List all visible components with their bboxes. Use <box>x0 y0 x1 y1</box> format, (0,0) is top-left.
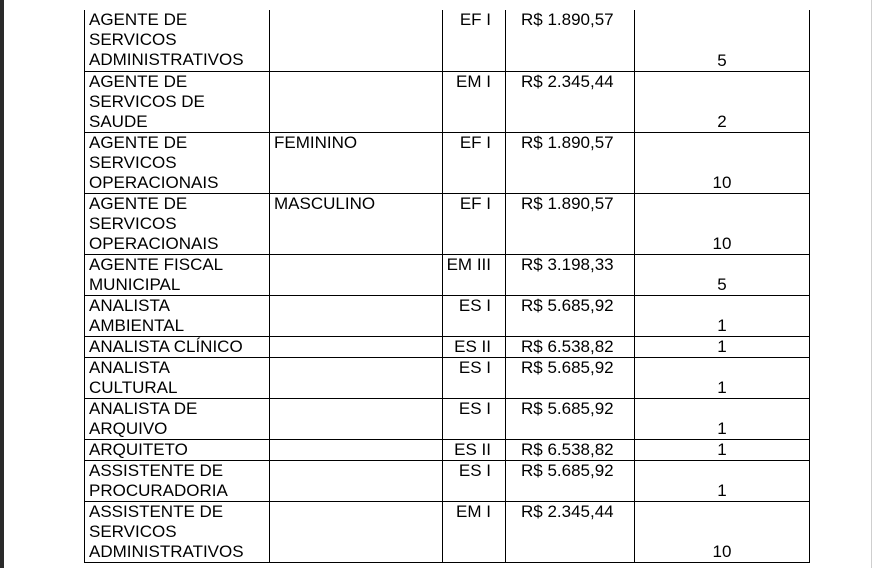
vacancies-cell: 5 <box>635 254 810 295</box>
vacancies-cell: 1 <box>635 439 810 460</box>
table-row <box>85 132 810 193</box>
sex-cell <box>270 501 443 562</box>
level-cell: EF I <box>443 132 506 193</box>
vacancies-cell: 2 <box>635 71 810 132</box>
vacancies-cell: 1 <box>635 460 810 501</box>
salary-cell: R$ 6.538,82 <box>506 439 635 460</box>
table-row <box>85 193 810 254</box>
sex-cell <box>270 439 443 460</box>
salary-cell: R$ 5.685,92 <box>506 295 635 336</box>
sex-cell <box>270 460 443 501</box>
vacancies-cell: 10 <box>635 132 810 193</box>
page-left-edge <box>0 0 4 568</box>
cargo-cell: AGENTE FISCAL MUNICIPAL <box>85 254 270 295</box>
cargo-cell: ASSISTENTE DE SERVICOS ADMINISTRATIVOS <box>85 501 270 562</box>
table-row <box>85 439 810 460</box>
sex-cell <box>270 336 443 357</box>
vacancies-cell: 10 <box>635 193 810 254</box>
vacancies-cell: 1 <box>635 295 810 336</box>
table-row <box>85 10 810 71</box>
vacancies-cell: 5 <box>635 10 810 71</box>
table-row <box>85 71 810 132</box>
level-cell: EM I <box>443 71 506 132</box>
vacancies-cell: 1 <box>635 357 810 398</box>
cargo-cell: AGENTE DE SERVICOS OPERACIONAIS <box>85 132 270 193</box>
salary-cell: R$ 3.198,33 <box>506 254 635 295</box>
table-row <box>85 254 810 295</box>
salary-cell: R$ 5.685,92 <box>506 460 635 501</box>
cargo-cell: ASSISTENTE DE PROCURADORIA <box>85 460 270 501</box>
cargo-cell: ANALISTA AMBIENTAL <box>85 295 270 336</box>
salary-cell: R$ 6.538,82 <box>506 336 635 357</box>
sex-cell: MASCULINO <box>270 193 443 254</box>
level-cell: ES II <box>443 336 506 357</box>
level-cell: EF I <box>443 193 506 254</box>
cargo-cell: AGENTE DE SERVICOS OPERACIONAIS <box>85 193 270 254</box>
salary-cell: R$ 1.890,57 <box>506 193 635 254</box>
salary-cell: R$ 5.685,92 <box>506 398 635 439</box>
level-cell: EM III <box>443 254 506 295</box>
sex-cell <box>270 357 443 398</box>
sex-cell <box>270 295 443 336</box>
table-row <box>85 295 810 336</box>
level-cell: ES I <box>443 460 506 501</box>
level-cell: ES I <box>443 295 506 336</box>
table-row <box>85 336 810 357</box>
vacancies-cell: 10 <box>635 501 810 562</box>
level-cell: ES I <box>443 398 506 439</box>
sex-cell: FEMININO <box>270 132 443 193</box>
salary-cell: R$ 1.890,57 <box>506 132 635 193</box>
cargo-cell: ANALISTA DE ARQUIVO <box>85 398 270 439</box>
salary-cell: R$ 2.345,44 <box>506 501 635 562</box>
salary-cell: R$ 5.685,92 <box>506 357 635 398</box>
level-cell: ES I <box>443 357 506 398</box>
level-cell: EM I <box>443 501 506 562</box>
sex-cell <box>270 71 443 132</box>
table-row <box>85 357 810 398</box>
cargo-cell: AGENTE DE SERVICOS DE SAUDE <box>85 71 270 132</box>
cargo-cell: AGENTE DE SERVICOS ADMINISTRATIVOS <box>85 10 270 71</box>
sex-cell <box>270 398 443 439</box>
cargo-cell: ARQUITETO <box>85 439 270 460</box>
cargo-cell: ANALISTA CLÍNICO <box>85 336 270 357</box>
table-row <box>85 460 810 501</box>
salary-cell: R$ 1.890,57 <box>506 10 635 71</box>
table-row <box>85 501 810 562</box>
table-row <box>85 398 810 439</box>
level-cell: EF I <box>443 10 506 71</box>
cargo-cell: ANALISTA CULTURAL <box>85 357 270 398</box>
salary-cell: R$ 2.345,44 <box>506 71 635 132</box>
sex-cell <box>270 254 443 295</box>
vacancies-table-body <box>85 10 810 562</box>
vacancies-cell: 1 <box>635 398 810 439</box>
vacancies-table <box>84 10 810 563</box>
sex-cell <box>270 10 443 71</box>
level-cell: ES II <box>443 439 506 460</box>
vacancies-cell: 1 <box>635 336 810 357</box>
